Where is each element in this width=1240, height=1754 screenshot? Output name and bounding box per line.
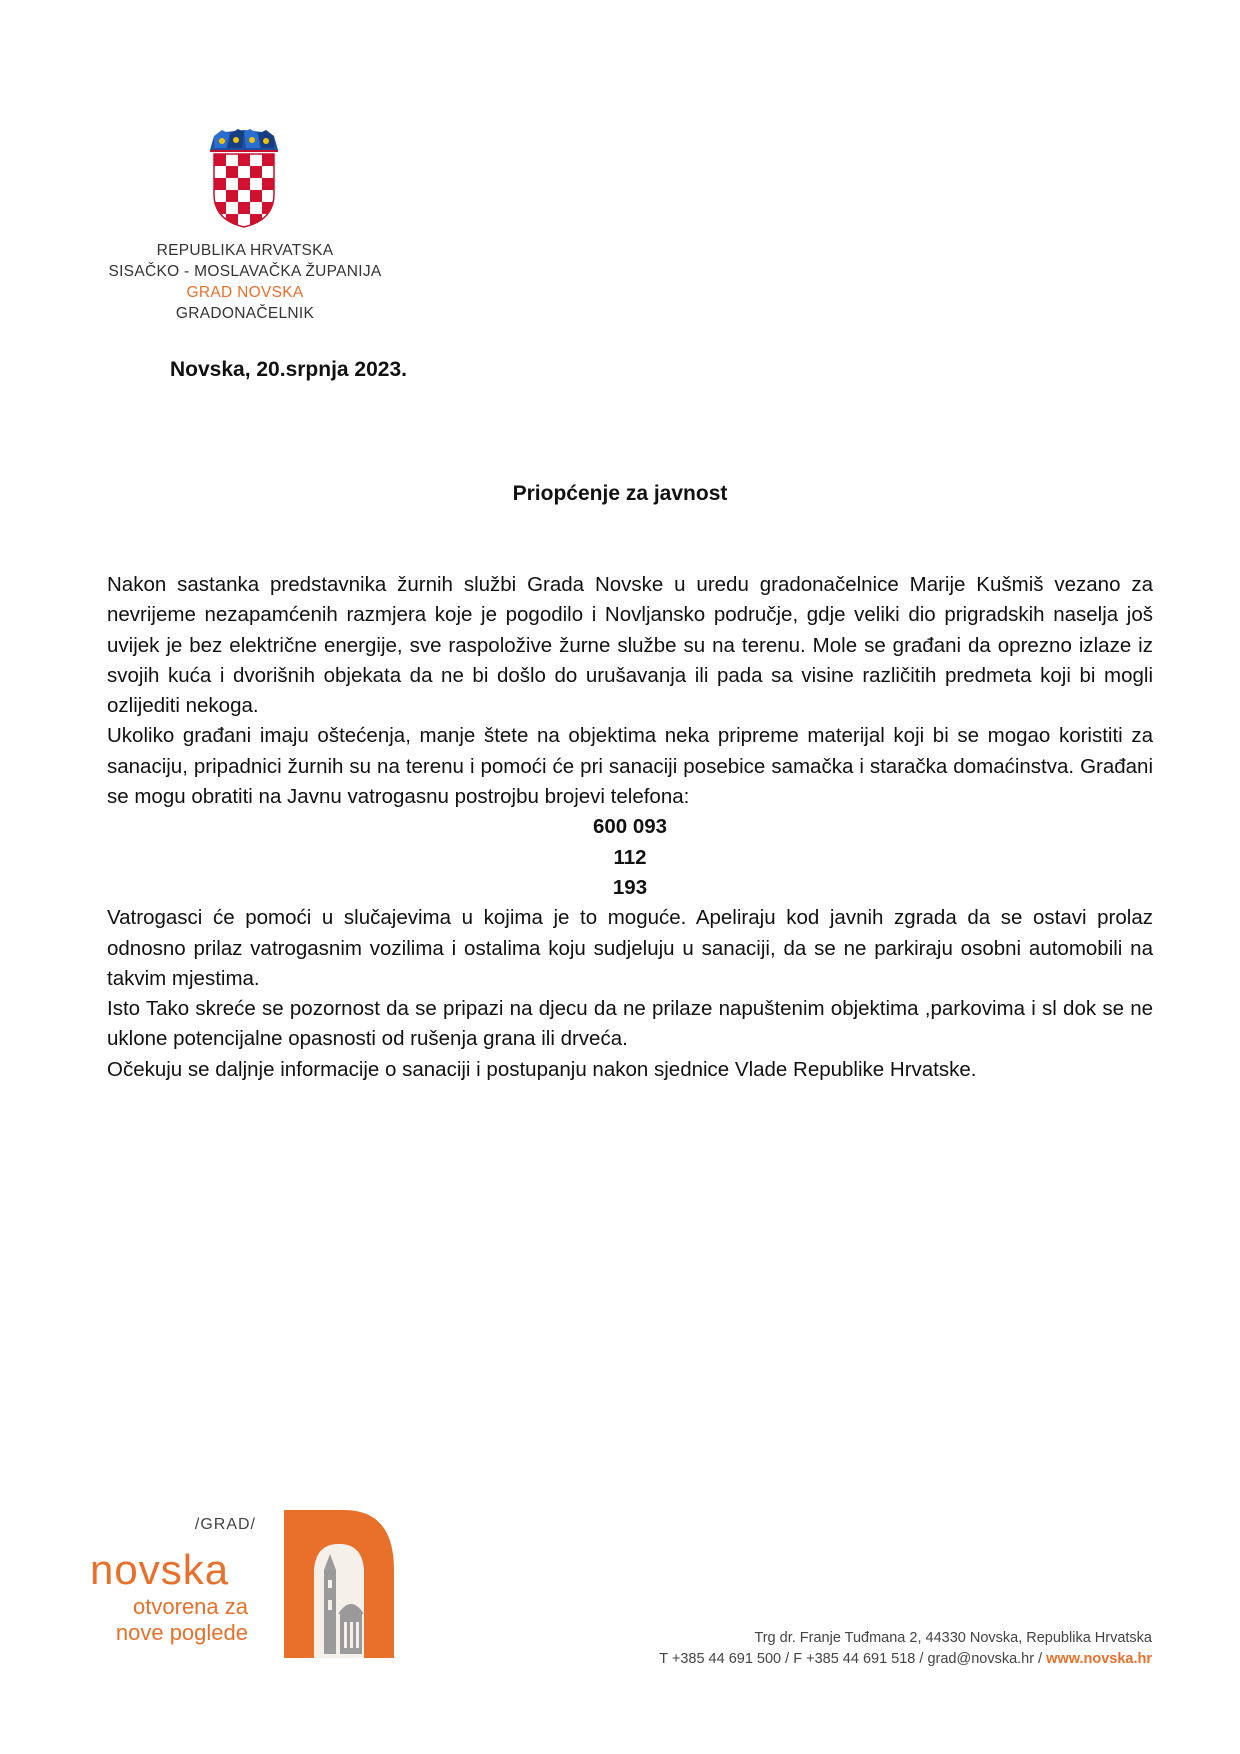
footer-separator: / — [785, 1651, 790, 1667]
novska-logo — [88, 1516, 408, 1666]
footer-separator: / — [919, 1651, 924, 1667]
novska-arch-logo-icon — [284, 1510, 394, 1658]
footer-contact-line — [659, 1649, 1152, 1670]
document-body — [107, 570, 1153, 1085]
logo-city-name: novska — [90, 1546, 230, 1593]
footer-fax: F +385 44 691 518 — [793, 1651, 916, 1667]
logo-tagline-line1: otvorena za — [133, 1594, 248, 1619]
phone-number: 112 — [613, 845, 647, 869]
footer-separator: / — [1038, 1651, 1043, 1667]
body-paragraph-5: Očekuju se daljnje informacije o sanaciji i postupanju nakon sjednice Vlade Republike Hrvatske. — [107, 1057, 977, 1081]
body-paragraph-3: Vatrogasci će pomoći u slučajevima u kojima je to moguće. Apeliraju kod javnih zgrada da se ostavi prolaz odnosno prilaz vatrogasnim vozilima i ostalima koju sudjeluju u sanaciji, da se ne parkiraju osobni automobili na takvim mjestima. — [107, 906, 1153, 990]
footer-website-link[interactable]: www.novska.hr — [1046, 1651, 1152, 1667]
phone-number: 193 — [612, 875, 648, 899]
header-line-republic: REPUBLIKA HRVATSKA — [156, 242, 334, 259]
body-paragraph-1: Nakon sastanka predstavnika žurnih službi Grada Novske u uredu gradonačelnice Marije Kušmiš vezano za nevrijeme nezapamćenih razmjera koje je pogodilo i Novljansko područje, gdje veliki dio prigradskih naselja još uvijek je bez električne energije, sve raspoložive žurne službe su na terenu. Mole se građani da oprezno izlaze iz svojih kuća i dvorišnih objekata da ne bi došlo do urušavanja ili pada sa visine različitih predmeta koji bi mogli ozlijediti nekoga. — [107, 573, 1153, 718]
header-line-county: SISAČKO - MOSLAVAČKA ŽUPANIJA — [108, 263, 382, 280]
header-line-city: GRAD NOVSKA — [186, 284, 304, 301]
footer-address: Trg dr. Franje Tuđmana 2, 44330 Novska, Republika Hrvatska — [754, 1630, 1152, 1646]
body-paragraph-2: Ukoliko građani imaju oštećenja, manje štete na objektima neka pripreme materijal koji bi se mogao koristiti za sanaciju, pripadnici žurnih su na terenu i pomoći će pri sanaciji posebice samačka i staračka domaćinstva. Građani se mogu obratiti na Javnu vatrogasnu postrojbu brojevi telefona: — [107, 724, 1153, 809]
footer-contact-info — [659, 1628, 1152, 1670]
footer-phone: T +385 44 691 500 — [659, 1651, 782, 1667]
header-line-office: GRADONAČELNIK — [175, 305, 315, 322]
institution-header — [70, 240, 420, 324]
document-title: Priopćenje za javnost — [512, 482, 728, 505]
phone-numbers-list — [107, 812, 1153, 903]
phone-number: 600 093 — [592, 815, 668, 839]
body-paragraph-4: Isto Tako skreće se pozornost da se pripazi na djecu da ne prilaze napuštenim objektima ,parkovima i sl dok se ne uklone potencijalne opasnosti od rušenja grana ili drveća. — [107, 997, 1153, 1051]
croatian-coat-of-arms-icon — [208, 128, 280, 228]
logo-tagline-line2: nove poglede — [115, 1620, 248, 1645]
logo-grad-label: /GRAD/ — [194, 1516, 256, 1533]
footer-email-link[interactable]: grad@novska.hr — [927, 1651, 1035, 1667]
document-date: Novska, 20.srpnja 2023. — [170, 358, 407, 381]
